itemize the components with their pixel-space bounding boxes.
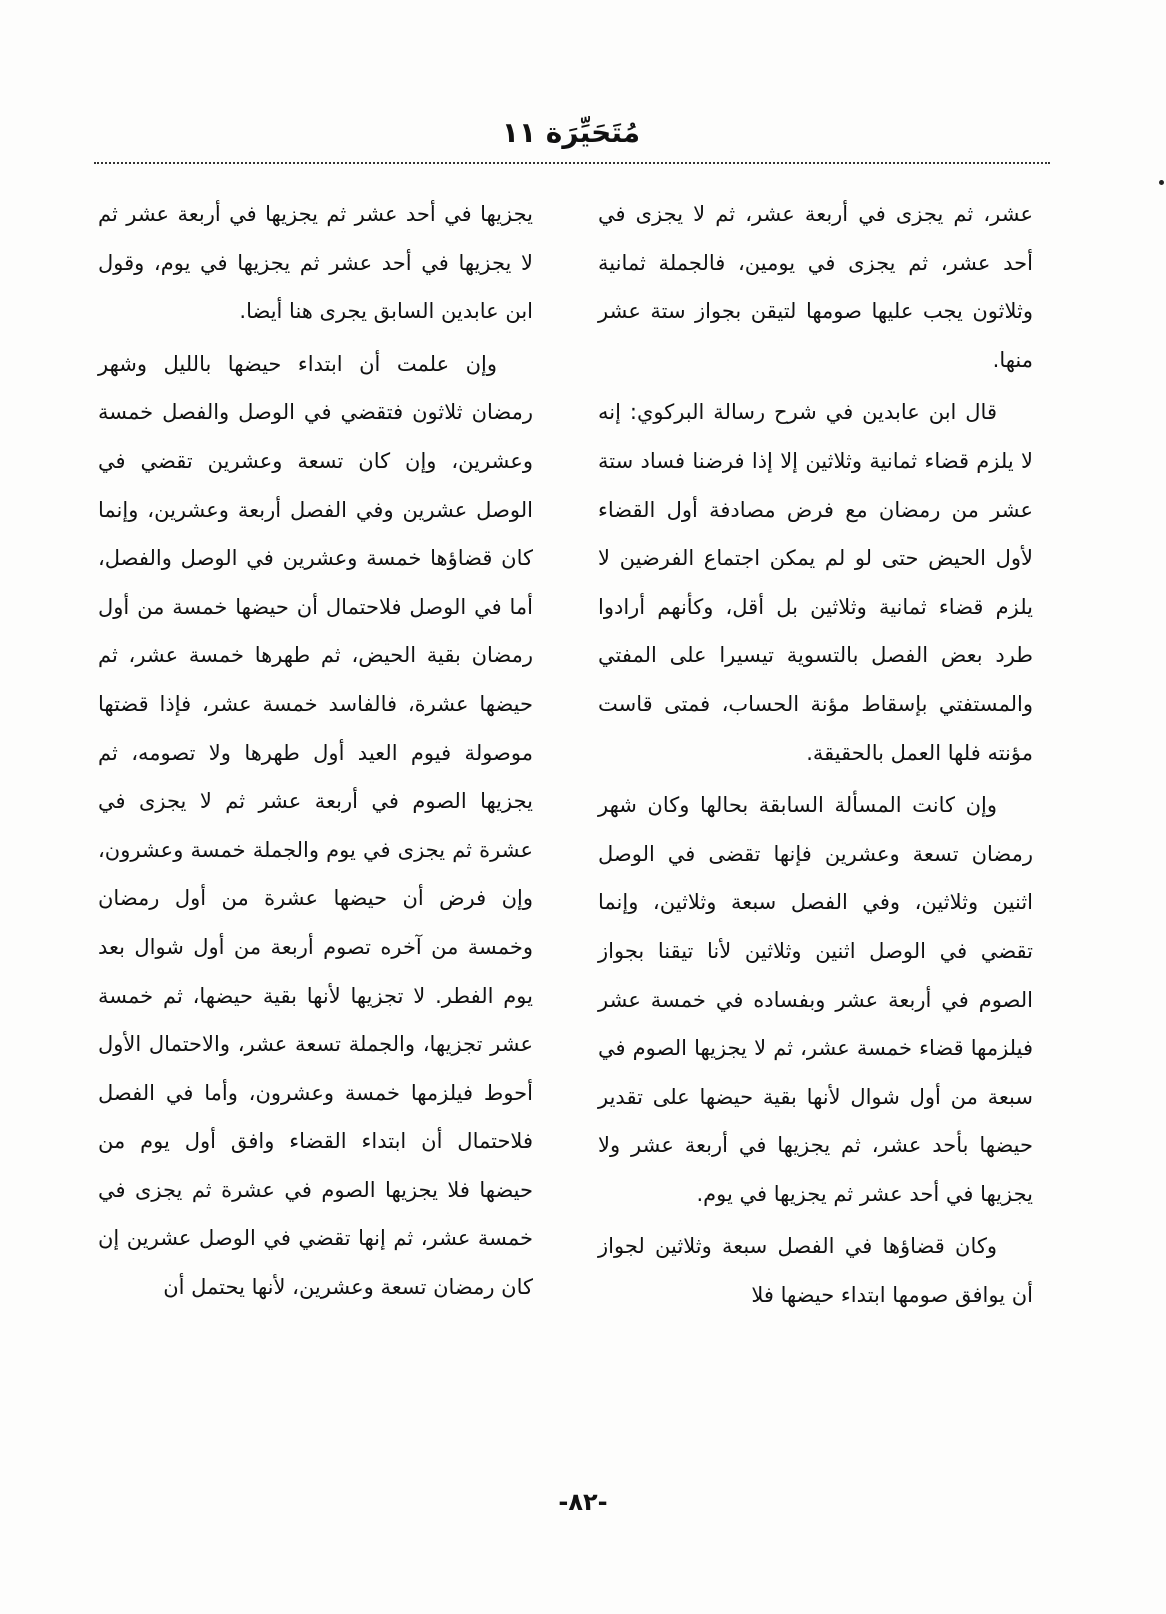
- paragraph: وإن علمت أن ابتداء حيضها بالليل وشهر رمضان ثلاثون فتقضي في الوصل والفصل خمسة وعشرين، وإن كان تسعة وعشرين تقضي في الوصل عشرين وفي الفصل أربعة وعشرين، وإنما كان قضاؤها خمسة وعشرين في الوصل والفصل، أما في الوصل فلاحتمال أن حيضها خمسة من أول رمضان بقية الحيض، ثم طهرها خمسة عشر، ثم حيضها عشرة، فالفاسد خمسة عشر، فإذا قضتها موصولة فيوم العيد أول طهرها ولا تصومه، ثم يجزيها الصوم في أربعة عشر ثم لا يجزى في عشرة ثم يجزى في يوم والجملة خمسة وعشرون، وإن فرض أن حيضها عشرة من أول رمضان وخمسة من آخره تصوم أربعة من أول شوال بعد يوم الفطر. لا تجزيها لأنها بقية حيضها، ثم خمسة عشر تجزيها، والجملة تسعة عشر، والاحتمال الأول أحوط فيلزمها خمسة وعشرون، وأما في الفصل فلاحتمال أن ابتداء القضاء وافق أول يوم من حيضها فلا يجزيها الصوم في عشرة ثم يجزى في خمسة عشر، ثم إنها تقضي في الوصل عشرين إن كان رمضان تسعة وعشرين، لأنها يحتمل أن: [98, 351, 533, 1300]
- paragraph: وكان قضاؤها في الفصل سبعة وثلاثين لجواز أن يوافق صومها ابتداء حيضها فلا: [598, 1234, 1033, 1308]
- right-text-column: [598, 190, 1033, 1324]
- header-dotted-rule: [94, 162, 1050, 164]
- paragraph: عشر، ثم يجزى في أربعة عشر، ثم لا يجزى في أحد عشر، ثم يجزى في يومين، فالجملة ثمانية وثلاثون يجب عليها صومها لتيقن بجواز ستة عشر منها.: [598, 202, 1033, 372]
- paragraph: يجزيها في أحد عشر ثم يجزيها في أربعة عشر ثم لا يجزيها في أحد عشر ثم يجزيها في يوم، وقول ابن عابدين السابق يجرى هنا أيضا.: [98, 202, 533, 324]
- paragraph: وإن كانت المسألة السابقة بحالها وكان شهر رمضان تسعة وعشرين فإنها تقضى في الوصل اثنين وثلاثين، وفي الفصل سبعة وثلاثين، وإنما تقضي في الوصل اثنين وثلاثين لأنا تيقنا بجواز الصوم في أربعة عشر وبفساده في خمسة عشر فيلزمها قضاء خمسة عشر، ثم لا يجزيها الصوم في سبعة من أول شوال لأنها بقية حيضها على تقدير حيضها بأحد عشر، ثم يجزيها في أربعة عشر ولا يجزيها في أحد عشر ثم يجزيها في يوم.: [598, 793, 1033, 1206]
- page-number: -٨٢-: [558, 1488, 608, 1516]
- page-header-title: مُتَحَيِّرَة ١١: [501, 116, 641, 149]
- left-text-column: [98, 190, 533, 1316]
- margin-mark: [1159, 180, 1164, 185]
- paragraph: قال ابن عابدين في شرح رسالة البركوي: إنه لا يلزم قضاء ثمانية وثلاثين إلا إذا فرضنا فساد ستة عشر من رمضان مع فرض مصادفة أول القضاء لأول الحيض حتى لو لم يمكن اجتماع الفرضين لا يلزم قضاء ثمانية وثلاثين بل أقل، وكأنهم أرادوا طرد بعض الفصل بالتسوية تيسيرا على المفتي والمستفتي بإسقاط مؤنة الحساب، فمتى قاست مؤنته فلها العمل بالحقيقة.: [598, 400, 1033, 765]
